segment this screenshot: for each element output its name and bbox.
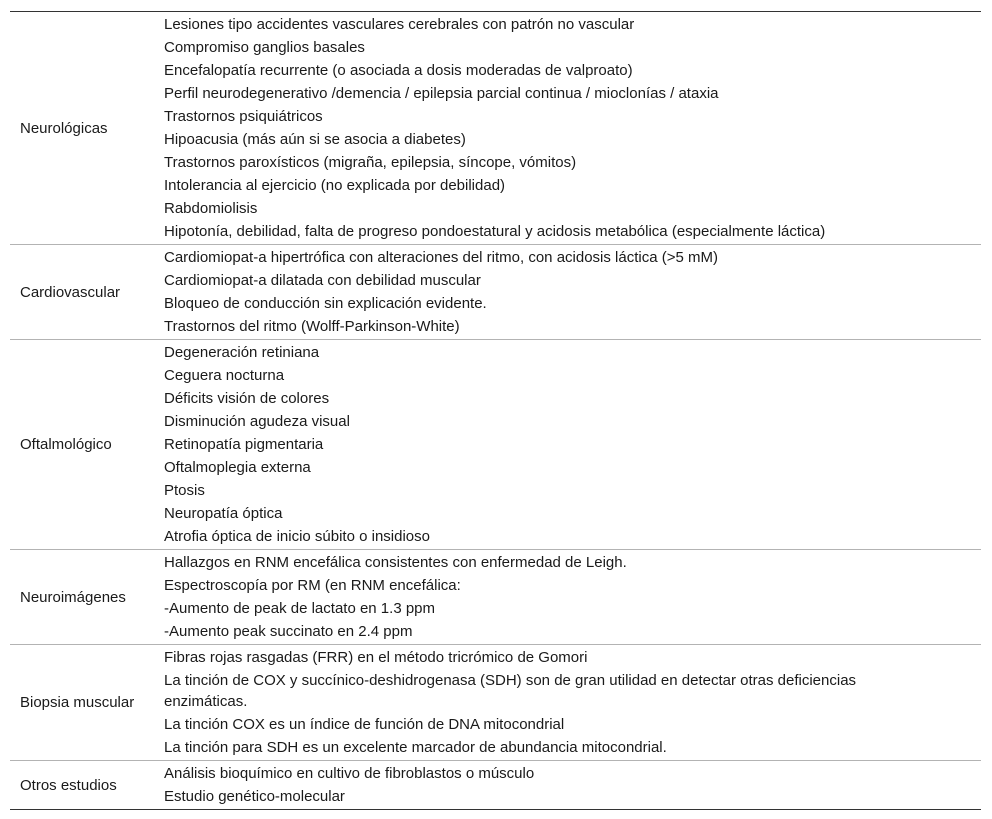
group-cardiovascular <box>10 244 981 339</box>
group-neurologicas <box>10 12 981 244</box>
list-item: Encefalopatía recurrente (o asociada a dosis moderadas de valproato) <box>164 62 633 79</box>
category-label: Biopsia muscular <box>20 694 135 711</box>
list-item: Espectroscopía por RM (en RNM encefálica: <box>164 577 461 594</box>
list-item: Hipotonía, debilidad, falta de progreso pondoestatural y acidosis metabólica (especialmente láctica) <box>164 223 826 240</box>
clinical-features-table <box>10 11 981 810</box>
group-otros-estudios <box>10 760 981 809</box>
category-label: Otros estudios <box>20 776 117 794</box>
list-item: La tinción de COX y succínico-deshidrogenasa (SDH) son de gran utilidad en detectar otras deficiencias enzimáticas. <box>164 672 857 710</box>
list-item: Rabdomiolisis <box>164 200 258 217</box>
list-item: Intolerancia al ejercicio (no explicada por debilidad) <box>164 177 506 194</box>
list-item: Compromiso ganglios basales <box>164 39 365 56</box>
list-item: Oftalmoplegia externa <box>164 459 311 476</box>
list-item: Trastornos paroxísticos (migraña, epilepsia, síncope, vómitos) <box>164 154 577 171</box>
list-item: La tinción COX es un índice de función de DNA mitocondrial <box>164 716 565 733</box>
list-item: Retinopatía pigmentaria <box>164 436 324 453</box>
list-item: Ptosis <box>164 482 205 499</box>
item-list <box>164 340 981 549</box>
list-item: Análisis bioquímico en cultivo de fibroblastos o músculo <box>164 765 535 782</box>
list-item: Hipoacusia (más aún si se asocia a diabetes) <box>164 131 466 148</box>
list-item: Cardiomiopat-a hipertrófica con alteraciones del ritmo, con acidosis láctica (>5 mM) <box>164 249 718 266</box>
list-item: La tinción para SDH es un excelente marcador de abundancia mitocondrial. <box>164 739 667 756</box>
list-item: Déficits visión de colores <box>164 390 330 407</box>
list-item: Hallazgos en RNM encefálica consistentes con enfermedad de Leigh. <box>164 554 627 571</box>
list-item: Fibras rojas rasgadas (FRR) en el método tricrómico de Gomori <box>164 649 588 666</box>
list-item: -Aumento peak succinato en 2.4 ppm <box>164 623 413 640</box>
list-item: Ceguera nocturna <box>164 367 285 384</box>
list-item: Atrofia óptica de inicio súbito o insidioso <box>164 528 430 545</box>
item-list <box>164 12 981 244</box>
list-item: Cardiomiopat-a dilatada con debilidad muscular <box>164 272 481 289</box>
item-list <box>164 761 981 809</box>
list-item: -Aumento de peak de lactato en 1.3 ppm <box>164 600 436 617</box>
group-neuroimagenes <box>10 549 981 644</box>
category-label: Oftalmológico <box>20 436 112 453</box>
group-oftalmologico <box>10 339 981 549</box>
list-item: Perfil neurodegenerativo /demencia / epilepsia parcial continua / mioclonías / ataxia <box>164 85 719 102</box>
list-item: Lesiones tipo accidentes vasculares cerebrales con patrón no vascular <box>164 16 635 33</box>
category-label: Neurológicas <box>20 119 108 137</box>
item-list <box>164 645 981 760</box>
category-label: Neuroimágenes <box>20 588 126 606</box>
list-item: Trastornos psiquiátricos <box>164 108 323 125</box>
list-item: Trastornos del ritmo (Wolff-Parkinson-White) <box>164 318 460 335</box>
item-list <box>164 550 981 644</box>
list-item: Bloqueo de conducción sin explicación evidente. <box>164 295 487 312</box>
group-biopsia-muscular <box>10 644 981 760</box>
item-list <box>164 245 981 339</box>
list-item: Disminución agudeza visual <box>164 413 350 430</box>
category-label: Cardiovascular <box>20 283 121 301</box>
list-item: Estudio genético-molecular <box>164 788 345 805</box>
list-item: Degeneración retiniana <box>164 344 320 361</box>
list-item: Neuropatía óptica <box>164 505 283 522</box>
